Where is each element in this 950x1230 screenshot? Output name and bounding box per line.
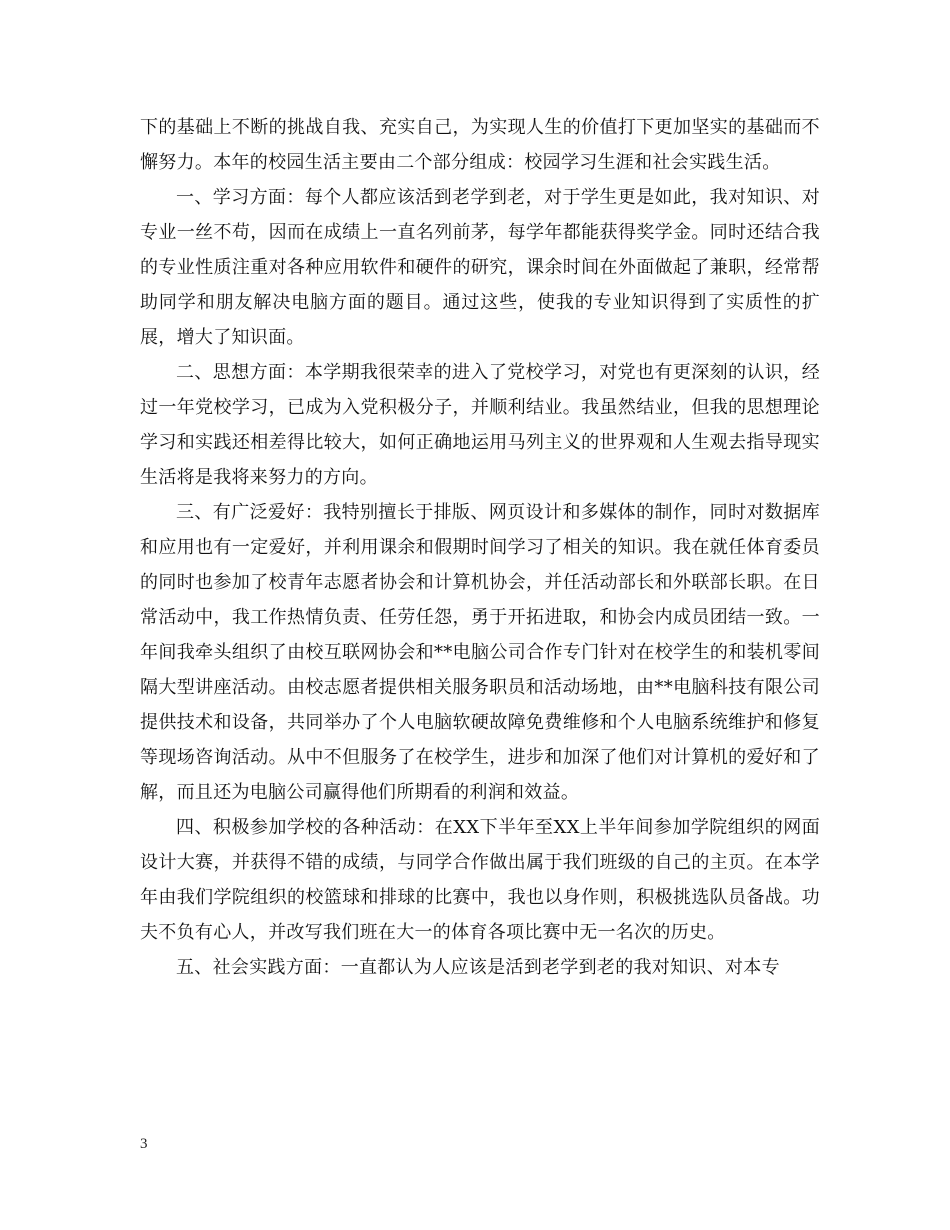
paragraph-intro: 下的基础上不断的挑战自我、充实自己，为实现人生的价值打下更加坚实的基础而不懈努力。本年的校园生活主要由二个部分组成：校园学习生涯和社会实践生活。 — [140, 117, 820, 173]
paragraph-social-practice: 五、社会实践方面：一直都认为人应该是活到老学到老的我对知识、对本专 — [176, 957, 780, 978]
paragraph-thought: 二、思想方面：本学期我很荣幸的进入了党校学习，对党也有更深刻的认识，经过一年党校学习，已成为入党积极分子，并顺利结业。我虽然结业，但我的思想理论学习和实践还相差得比较大，如何正确地运用马列主义的世界观和人生观去指导现实生活将是我将来努力的方向。 — [140, 362, 820, 488]
paragraph-study: 一、学习方面：每个人都应该活到老学到老，对于学生更是如此，我对知识、对专业一丝不苟，因而在成绩上一直名列前茅，每学年都能获得奖学金。同时还结合我的专业性质注重对各种应用软件和硬件的研究，课余时间在外面做起了兼职，经常帮助同学和朋友解决电脑方面的题目。通过这些，使我的专业知识得到了实质性的扩展，增大了知识面。 — [140, 187, 820, 348]
paragraph-activities: 四、积极参加学校的各种活动：在XX下半年至XX上半年间参加学院组织的网面设计大赛，并获得不错的成绩，与同学合作做出属于我们班级的自己的主页。在本学年由我们学院组织的校篮球和排球的比赛中，我也以身作则，积极挑选队员备战。功夫不负有心人，并改写我们班在大一的体育各项比赛中无一名次的历史。 — [140, 817, 820, 943]
paragraph-hobbies: 三、有广泛爱好：我特别擅长于排版、网页设计和多媒体的制作，同时对数据库和应用也有一定爱好，并利用课余和假期时间学习了相关的知识。我在就任体育委员的同时也参加了校青年志愿者协会和计算机协会，并任活动部长和外联部长职。在日常活动中，我工作热情负责、任劳任怨，勇于开拓进取，和协会内成员团结一致。一年间我牵头组织了由校互联网协会和**电脑公司合作专门针对在校学生的和装机零间隔大型讲座活动。由校志愿者提供相关服务职员和活动场地，由**电脑科技有限公司提供技术和设备，共同举办了个人电脑软硬故障免费维修和个人电脑系统维护和修复等现场咨询活动。从中不但服务了在校学生，进步和加深了他们对计算机的爱好和了解，而且还为电脑公司赢得他们所期看的利润和效益。 — [140, 502, 820, 803]
page-number: 3 — [140, 1136, 148, 1152]
document-body — [140, 110, 820, 985]
